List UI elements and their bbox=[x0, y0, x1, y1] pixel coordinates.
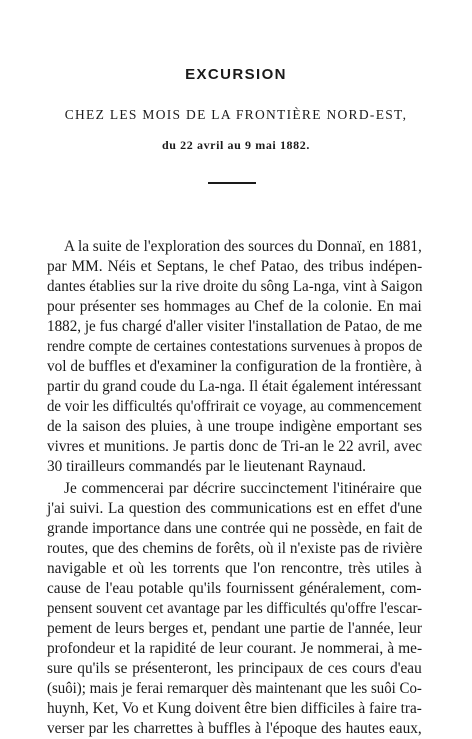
chapter-title: EXCURSION bbox=[185, 66, 287, 83]
text-line: routes, que des chemins de forêts, où il n'existe pas de rivière bbox=[47, 540, 423, 557]
text-line: partir du grand coude du La-nga. Il était également intéressant bbox=[47, 378, 422, 395]
date-range: du 22 avril au 9 mai 1882. bbox=[162, 138, 310, 152]
text-line: huynh, Ket, Vo et Kung doivent être bien difficiles à faire tra- bbox=[47, 700, 422, 717]
text-line: Je commencerai par décrire succinctement l'itinéraire que bbox=[64, 480, 422, 497]
text-line: A la suite de l'exploration des sources du Donnaï, en 1881, bbox=[64, 238, 422, 255]
text-line: de voir les difficultés qu'offrirait ce voyage, au commencement bbox=[47, 398, 422, 415]
text-line: pensent souvent cet avantage par les difficultés qu'offre l'escar- bbox=[47, 600, 423, 617]
text-line: vivres et munitions. Je partis donc de Tri-an le 22 avril, avec bbox=[47, 438, 423, 455]
text-line: par MM. Néis et Septans, le chef Patao, des tribus indépen- bbox=[47, 258, 423, 275]
text-line: verser par les charrettes à buffles à l'époque des hautes eaux, bbox=[47, 720, 422, 737]
text-line: profondeur et la rapidité de leur courant. Je nommerai, à me- bbox=[47, 640, 423, 657]
text-line: pement de leurs berges et, pendant une partie de l'année, leur bbox=[47, 620, 422, 637]
text-line: de la saison des pluies, à une troupe indigène emportant ses bbox=[47, 418, 423, 435]
text-line: pour présenter ses hommages au Chef de la colonie. En mai bbox=[47, 298, 422, 315]
text-line: (suôi); mais je ferai remarquer dès maintenant que les suôi Co- bbox=[47, 680, 422, 697]
text-line: cause de l'eau potable qu'ils fournissent généralement, com- bbox=[47, 580, 422, 597]
text-line: 30 tirailleurs commandés par le lieutenant Raynaud. bbox=[47, 458, 367, 475]
text-line: dantes établies sur la rive droite du sông La-nga, vint à Saigon bbox=[47, 278, 423, 295]
text-line: 1882, je fus chargé d'aller visiter l'installation de Patao, de me bbox=[47, 318, 423, 335]
chapter-subtitle: CHEZ LES MOIS DE LA FRONTIÈRE NORD-EST, bbox=[64, 107, 408, 122]
text-line: grande importance dans une contrée qui ne possède, en fait de bbox=[47, 520, 423, 537]
text-line: rendre compte de certaines contestations survenues à propos de bbox=[47, 338, 423, 355]
text-line: navigable et où les torrents que l'on rencontre, très utiles à bbox=[47, 560, 422, 577]
text-line: vol de buffles et d'examiner la configuration de la frontière, à bbox=[47, 358, 422, 375]
text-line: sure qu'ils se présenteront, les principaux de ces cours d'eau bbox=[47, 660, 422, 677]
text-line: j'ai suivi. La question des communications est en effet d'une bbox=[47, 500, 423, 517]
separator-rule bbox=[208, 182, 256, 184]
